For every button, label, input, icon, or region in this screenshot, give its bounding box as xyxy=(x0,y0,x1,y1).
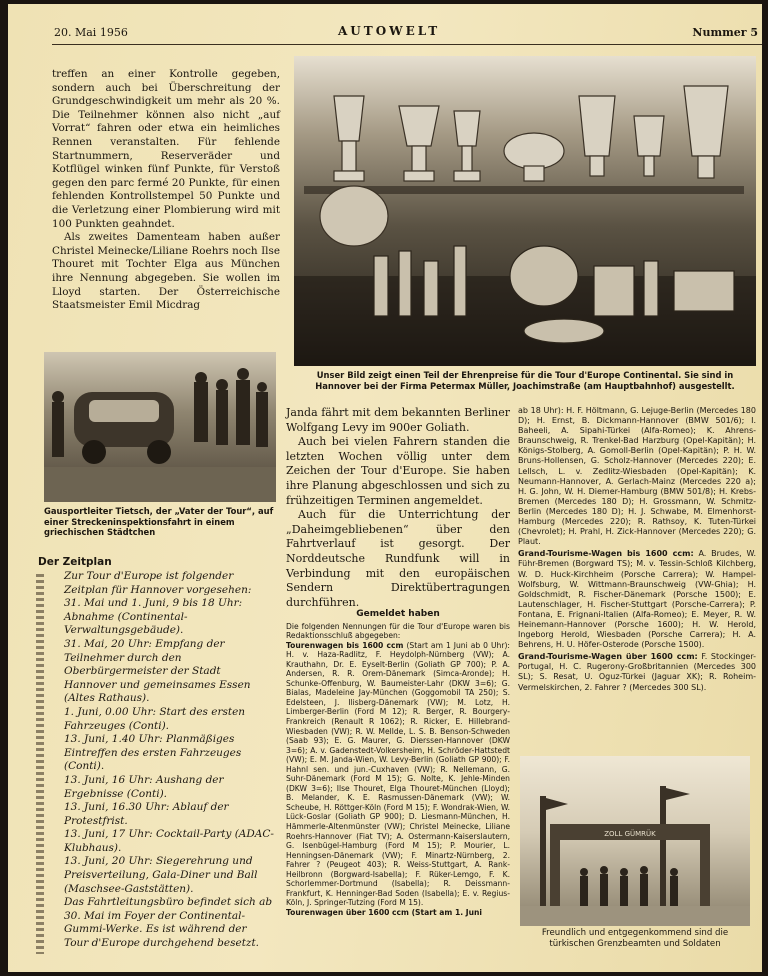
issue-date: 20. Mai 1956 xyxy=(54,26,128,39)
class-entries: F. Stockinger-Portugal, H. C. Rugerony-Großbritannien (Mercedes 300 SL); S. Resat, U. Oguz-Türkei (Jaguar XK); R. Roheim-Vermelskirchen, 2. Fahrer ? (Mercedes 300 SL). xyxy=(518,652,757,692)
paragraph: Auch für die Unterrichtung der „Daheimgebliebenen“ über den Fahrtverlauf ist gesorgt. Der Norddeutsche Rundfunk will in Verbindung mit den europäischen Sendern Direktübertragungen durchführen. xyxy=(286,508,510,609)
paragraph: treffen an einer Kontrolle gegeben, sondern auch bei Überschreitung der Grundgeschwindigkeit um mehr als 20 %. Die Teilnehmer können also nicht „auf Vorrat“ fahren oder etwa ein heimliches Rennen veranstalten. Für fehlende Startnummern, Reserveräder und Kotflügel winken fünf Punkte, für Verstoß gegen den parc fermé 20 Punkte, für einen fehlenden Kontrollstempel 50 Punkte und die Verletzung einer Plombierung wird mit 100 Punkten geahndet. xyxy=(52,68,280,230)
entries-list xyxy=(286,608,510,918)
header-rule xyxy=(52,44,762,45)
middle-article-text xyxy=(286,406,510,610)
border-gate-illustration xyxy=(520,756,750,926)
gate-sign-text: ZOLL GÜMRÜK xyxy=(604,830,656,838)
zeitplan-intro: Zur Tour d'Europe ist folgender Zeitplan für Hannover vorgesehen: xyxy=(64,570,252,596)
border-photo xyxy=(520,756,750,926)
zeitplan-item: 13. Juni, 1.40 Uhr: Planmäßiges Eintreffen des ersten Fahrzeuges (Conti). xyxy=(64,733,242,773)
trophy-caption: Unser Bild zeigt einen Teil der Ehrenpreise für die Tour d'Europe Continental. Sie sind in Hannover bei der Firma Petermax Müller, Joachimstraße (am Hauptbahnhof) ausgestellt. xyxy=(315,370,735,391)
decorative-border xyxy=(36,574,44,954)
class-heading: Grand-Tourisme-Wagen bis 1600 ccm: xyxy=(518,549,694,559)
border-caption: Freundlich und entgegenkommend sind die türkischen Grenzbeamten und Soldaten xyxy=(541,928,729,949)
left-article-text xyxy=(52,68,280,313)
car-photo xyxy=(44,352,276,502)
zeitplan-item: 31. Mai, 20 Uhr: Empfang der Teilnehmer durch den Oberbürgermeister der Stadt Hannover und gemeinsames Essen (Altes Rathaus). xyxy=(64,637,251,705)
zeitplan-item: 13. Juni, 17 Uhr: Cocktail-Party (ADAC-Klubhaus). xyxy=(64,828,274,854)
entries-heading: Gemeldet haben xyxy=(356,609,440,619)
class-heading: Tourenwagen über 1600 ccm (Start am 1. Juni xyxy=(286,907,483,917)
zeitplan-item: 13. Juni, 16 Uhr: Aushang der Ergebnisse (Conti). xyxy=(64,773,224,800)
class-entries: A. Brudes, W. Führ-Bremen (Borgward TS); M. v. Tessin-Schloß Kilchberg, W. D. Huck-Kirchheim (Porsche Carrera); W. Hampel-Wolfsburg, W. Wittmann-Braunschweig (VW-Ghia); H. Goldschmidt, R. Fischer-Dänemark (Porsche 1500); E. Lautenschlager, H. Fischer-Stuttgart (Porsche-Carrera); P. Fontana, E. Frignani-Italien (Alfa-Romeo); E. Meyer, R. W. Heinemann-Hannover (Porsche 1600); H. W. Herold, Ingeborg Herold, Wiesbaden (Porsche Carrera); H. A. Behrens, H. U. Höfer-Osterode (Porsche 1500). xyxy=(518,549,756,650)
paragraph: Auch bei vielen Fahrern standen die letzten Wochen völlig unter dem Zeichen der Tour d'Europe. Sie haben ihre Planung abgeschlossen und sich zu frühzeitigen Terminen angemeldet. xyxy=(286,435,510,507)
zeitplan-item: 13. Juni, 20 Uhr: Siegerehrung und Preisverteilung, Gala-Diner und Ball (Maschsee-Gaststätten). xyxy=(64,855,258,895)
trophies-illustration xyxy=(294,56,756,366)
masthead-title: AUTOWELT xyxy=(338,24,441,38)
paragraph: Janda fährt mit dem bekannten Berliner Wolfgang Levy im 900er Goliath. xyxy=(286,406,510,434)
entries-list-continued xyxy=(518,406,756,693)
class-entries: ab 18 Uhr): H. F. Höltmann, G. Lejuge-Berlin (Mercedes 180 D); H. Ernst, B. Dickmann-Hannover (BMW 501/6); I. Baheeli, A. Sipahi-Türkei (Alfa-Romeo); K. Ahrens-Braunschweig, R. Trenkel-Bad Harzburg (Opel-Kapitän); H. Königs-Stolberg, A. Gomoll-Berlin (Opel-Kapitän); P. H. W. Bruns-Hollensen, G. Scholz-Hannover (Mercedes 220); E. Lellsch, L. v. Zedlitz-Wiesbaden (Opel-Kapitän); K. Neumann-Hannover, A. Gerlach-Mainz (Mercedes 220 a); H. G. John, W. H. Diemer-Hamburg (BMW 501/8); H. Krebs-Bremen (Mercedes 180 D); H. Grossmann, W. Schmitz-Berlin (Mercedes 180 D); H. J. Schwabe, M. Elmenhorst-Hamburg (Mercedes 220); R. Rathsoy, K. Tuten-Türkei (Chevrolet); H. Prahl, H. Zick-Hannover (Mercedes 220); G. Plaut. xyxy=(518,406,756,547)
class-heading: Tourenwagen bis 1600 ccm xyxy=(286,640,404,650)
zeitplan-item: 1. Juni, 0.00 Uhr: Start des ersten Fahrzeuges (Conti). xyxy=(64,705,246,732)
zeitplan-item: 31. Mai und 1. Juni, 9 bis 18 Uhr: Abnahme (Continental-Verwaltungsgebäude). xyxy=(64,597,243,637)
zeitplan-list xyxy=(52,570,274,951)
paragraph: Als zweites Damenteam haben außer Christel Meinecke/Liliane Roehrs noch Ilse Thouret mit Tochter Elga aus München ihre Nennung abgegeben. Sie wollen im Lloyd starten. Der Österreichische Staatsmeister Emil Micdrag xyxy=(52,231,280,312)
zeitplan-title: Der Zeitplan xyxy=(38,556,112,568)
class-heading: Grand-Tourisme-Wagen über 1600 ccm: xyxy=(518,652,698,662)
newspaper-page xyxy=(8,4,762,972)
car-caption: Gausportleiter Tietsch, der „Vater der Tour“, auf einer Streckeninspektionsfahrt in einem griechischen Städtchen xyxy=(44,506,274,537)
car-illustration xyxy=(44,352,276,502)
zeitplan-item: 13. Juni, 16.30 Uhr: Ablauf der Protestfrist. xyxy=(64,801,229,827)
class-entries: (Start am 1 Juni ab 0 Uhr): H. v. Haza-Radlitz, F. Heydolph-Nürnberg (VW); A. Krauthahn, Dr. E. Eyselt-Berlin (Goliath GP 700); P. A. Andersen, R. R. Orem-Dänemark (Simca-Aronde); H. Schunke-Offenburg, W. Baumeister-Lahr (DKW 3=6); G. Bialas, Madeleine Jay-München (Goggomobil TA 250); S. Edelsteen, J. Ilisberg-Dänemark (VW); M. Lotz, H. Limberger-Berlin (Ford M 12); R. Berger, R. Bourgery-Frankreich (Renault R 1062); R. Ricker, E. Hillebrand-Wiesbaden (VW); R. W. Mellde, L. S. B. Benson-Schweden (Saab 93); E. G. Maurer, G. Dierssen-Hannover (DKW 3=6); A. v. Gadenstedt-Volkersheim, H. Schröder-Hattstedt (VW); E. M. Janda-Wien, W. Levy-Berlin (Goliath GP 900); F. Hahnl sen. und jun.-Cuxhaven (VW); R. Nellemann, G. Suhr-Dänemark (Ford M 15); G. Nolte, K. Jehle-Minden (DKW 3=6); Ilse Thouret, Elga Thouret-München (Lloyd); B. Melander, K. E. Rasmussen-Dänemark (VW); W. Scheube, H. Röttger-Köln (Ford M 15); F. Wondrak-Wien, W. Lück-Goslar (Goliath GP 900); D. Liesmann-München, H. Hämmerle-Altenmünster (VW); Christel Meinecke, Liliane Roehrs-Hannover (Fiat TV); A. Ostermann-Kaiserslautern, G. Isenbügel-Hamburg (Ford M 15); P. Mourier, L. Henningsen-Dänemark (VW); F. Minartz-Nürnberg, 2. Fahrer ? (Peugeot 403); R. Weiss-Stuttgart, A. Rank-Heilbronn (Borgward-Isabella); F. Rüker-Lemgo, F. K. Schorlemmer-Dortmund (Isabella); R. Deissmann-Frankfurt, K. Henninger-Bad Soden (Isabella); E. v. Regius-Köln, J. Springer-Tutzing (Ford M 15). xyxy=(286,640,510,908)
zeitplan-item: Das Fahrtleitungsbüro befindet sich ab 30. Mai im Foyer der Continental-Gummi-Werke. Es ist während der Tour d'Europe durchgehend besetzt. xyxy=(64,896,273,950)
trophy-photo xyxy=(294,56,756,366)
issue-number: Nummer 5 xyxy=(692,26,758,39)
entries-intro: Die folgenden Nennungen für die Tour d'Europe waren bis Redaktionsschluß abgegeben: xyxy=(286,621,510,641)
